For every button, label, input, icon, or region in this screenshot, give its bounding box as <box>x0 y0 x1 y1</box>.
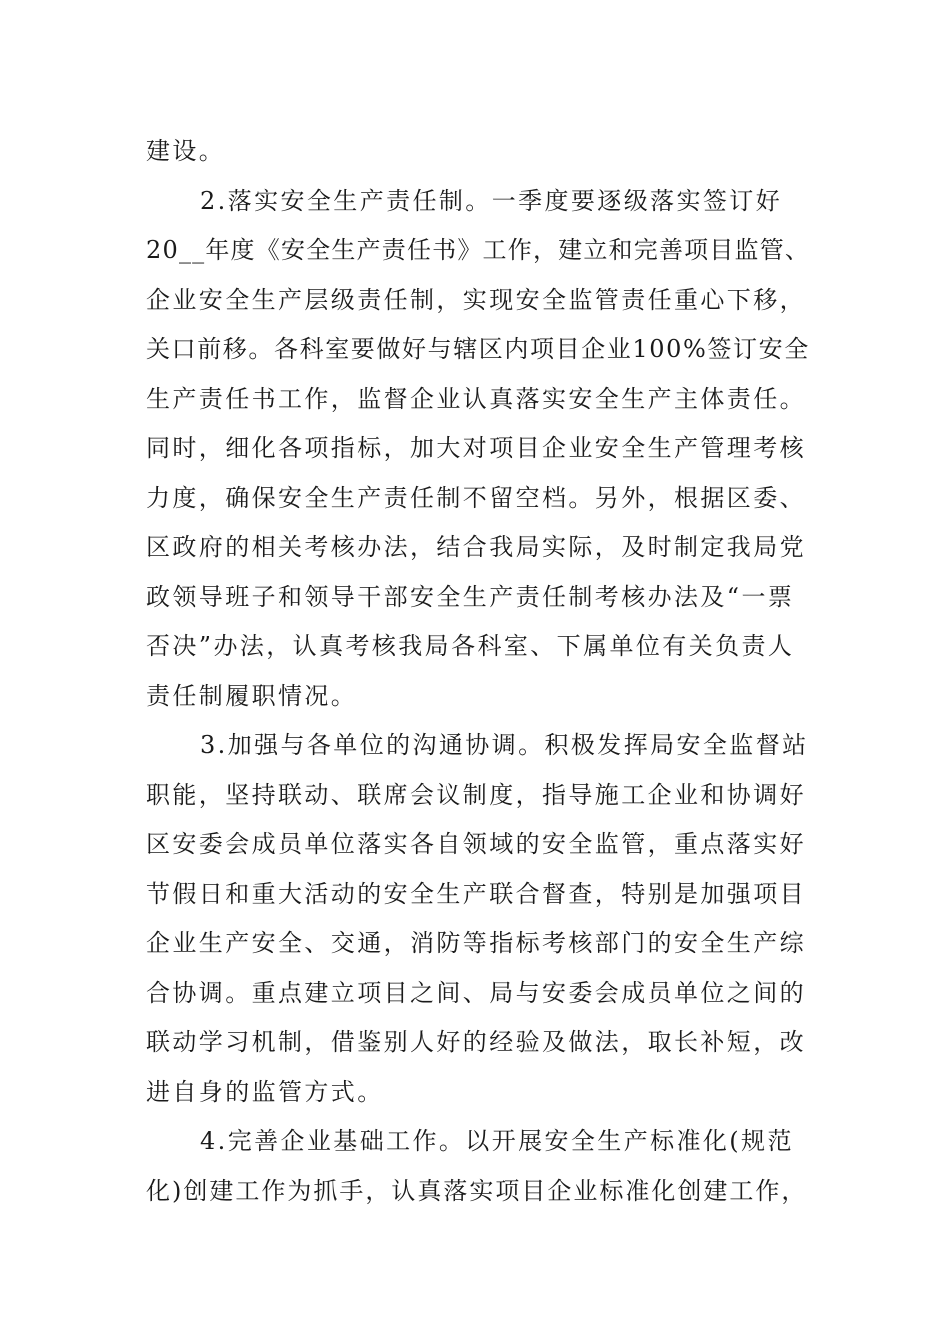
paragraph-start-line: 3.加强与各单位的沟通协调。积极发挥局安全监督站 <box>200 731 809 759</box>
paragraph-start-line: 2.落实安全生产责任制。一季度要逐级落实签订好 <box>200 186 783 215</box>
text-line: 合协调。重点建立项目之间、局与安委会成员单位之间的 <box>146 978 806 1007</box>
text-line: 进自身的监管方式。 <box>146 1077 384 1106</box>
text-line: 政领导班子和领导干部安全生产责任制考核办法及“一票 <box>146 582 795 611</box>
text-line: 生产责任书工作，监督企业认真落实安全生产主体责任。 <box>146 384 806 413</box>
text-line: 节假日和重大活动的安全生产联合督查，特别是加强项目 <box>146 879 806 908</box>
text-line: 化)创建工作为抓手，认真落实项目企业标准化创建工作， <box>146 1176 808 1205</box>
text-line: 区政府的相关考核办法，结合我局实际，及时制定我局党 <box>146 533 806 561</box>
text-line: 企业生产安全、交通，消防等指标考核部门的安全生产综 <box>146 929 806 957</box>
text-line: 企业安全生产层级责任制，实现安全监管责任重心下移， <box>146 285 806 314</box>
paragraph-start-line: 4.完善企业基础工作。以开展安全生产标准化(规范 <box>200 1127 794 1155</box>
text-line: 联动学习机制，借鉴别人好的经验及做法，取长补短，改 <box>146 1028 806 1056</box>
text-line: 20__年度《安全生产责任书》工作，建立和完善项目监管、 <box>146 236 811 264</box>
text-line: 力度，确保安全生产责任制不留空档。另外，根据区委、 <box>146 483 806 512</box>
text-line: 建设。 <box>146 137 226 165</box>
text-line: 区安委会成员单位落实各自领域的安全监管，重点落实好 <box>146 830 806 858</box>
text-line: 否决”办法，认真考核我局各科室、下属单位有关负责人 <box>146 632 795 660</box>
text-line: 责任制履职情况。 <box>146 681 358 710</box>
text-line: 职能，坚持联动、联席会议制度，指导施工企业和协调好 <box>146 780 806 809</box>
text-line: 关口前移。各科室要做好与辖区内项目企业100%签订安全 <box>146 335 810 363</box>
document-body <box>146 127 810 1216</box>
text-line: 同时，细化各项指标，加大对项目企业安全生产管理考核 <box>146 434 806 462</box>
